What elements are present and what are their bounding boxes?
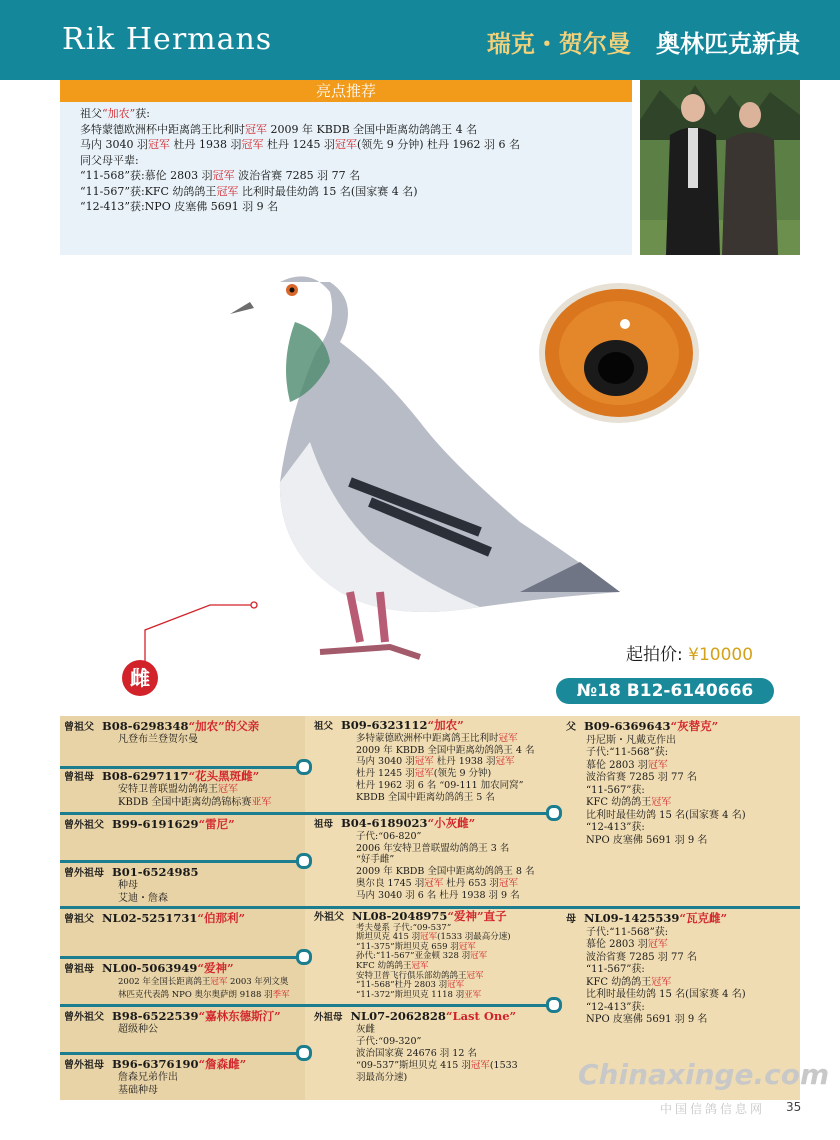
gm1-entry: 祖母 B04-6189023“小灰雌” 子代:“06-820” 2006 年安特卫普联盟幼鸽鸽王 3 名 “好手雌” 2009 年 KBDB 全国中距离幼鸽鸽王 8 名 奥尔良 1745 羽冠军 杜丹 653 羽冠军 马内 3040 羽 6 名 杜丹 1938 羽 9 名 — [314, 816, 535, 901]
price-label: 起拍价: — [626, 645, 683, 665]
breeder-cn-title — [487, 24, 800, 59]
highlights-title: 亮点推荐 — [60, 80, 632, 102]
breeder-photo — [640, 80, 800, 255]
sire-entry: 父 B09-6369643“灰替克” 丹尼斯・凡戴克作出 子代:“11-568”获: 慕伦 2803 羽冠军 波治省赛 7285 羽 77 名 “11-567”获: KFC 幼鸽鸽王冠军 比利时最佳幼鸽 15 名(国家赛 4 名) “12-413”获: NPO 皮塞佛 5691 羽 9 名 — [566, 719, 746, 846]
highlights-text: 祖父“加农”获: 多特蒙德欧洲杯中距离鸽王比利时冠军 2009 年 KBDB 全国中距离幼鸽鸽王 4 名 马内 3040 羽冠军 杜丹 1938 羽冠军 杜丹 1245 羽冠军(领先 9 分钟) 杜丹 1962 羽 6 名 同父母平辈: “11-568”获:慕伦 2803 羽冠军 波治省赛 7285 羽 77 名 “11-567”获:KFC 幼鸽鸽王冠军 比利时最佳幼鸽 15 名(国家赛 4 名) “12-413”获:NPO 皮塞佛 5691 羽 9 名 — [80, 107, 521, 213]
gm2-entry: 外祖母 NL07-2062828“Last One” 灰雌 子代:“09-320” 波治国家赛 24676 羽 12 名 “09-537”斯坦贝克 415 羽冠军(1533 羽最高分速) — [314, 1009, 518, 1083]
pigeon-eye-image — [538, 282, 700, 424]
watermark: Chinaxinge.com — [578, 1058, 830, 1091]
dam-entry: 母 NL09-1425539“瓦克雌” 子代:“11-568”获: 慕伦 2803 羽冠军 波治省赛 7285 羽 77 名 “11-567”获: KFC 幼鸽鸽王冠军 比利时最佳幼鸽 15 名(国家赛 4 名) “12-413”获: NPO 皮塞佛 5691 羽 9 名 — [566, 911, 746, 1025]
sex-badge: 雌 — [122, 660, 158, 696]
page-number: 35 — [786, 1100, 802, 1114]
ggm1-entry: 曾祖母 B08-6297117“花头黑斑雌” 安特卫普联盟幼鸽鸽王冠军 KBDB 全国中距离幼鸽锦标赛亚军 — [64, 769, 272, 808]
ggf4-entry: 曾外祖父 B98-6522539“嘉林东德斯汀” 超级种公 — [64, 1009, 281, 1036]
breeder-name: Rik Hermans — [62, 22, 273, 57]
pointer-line — [140, 600, 270, 665]
watermark-subtitle: 中国信鸽信息网 — [660, 1102, 766, 1116]
ring-number: №18 B12-6140666 — [556, 678, 774, 704]
breeder-cn-slogan: 奥林匹克新贵 — [656, 30, 800, 58]
ggf3-entry: 曾祖父 NL02-5251731“伯那利” — [64, 911, 246, 925]
pedigree-line — [60, 956, 305, 959]
pedigree-line — [60, 860, 305, 863]
ggm3-entry: 曾祖母 NL00-5063949“爱神” 2002 年全国长距离鸽王冠军 2003 年列文奥 林匹克代表鸽 NPO 奥尔奥萨朗 9188 羽季军 — [64, 961, 290, 1000]
ggf2-entry: 曾外祖父 B99-6191629“雷尼” — [64, 817, 235, 831]
breeder-cn-name: 瑞克・贺尔曼 — [486, 30, 631, 58]
pedigree-line — [60, 1004, 550, 1007]
gf2-entry: 外祖父 NL08-2048975“爱神”直子 考夫曼系 子代:“09-537” 斯坦贝克 415 羽冠军(1533 羽最高分速) “11-375”斯坦贝克 659 羽冠军 孙代:“11-567”亚金顿 328 羽冠军 KFC 幼鸽鸽王冠军 安特卫普飞行俱乐部幼鸽鸽王冠军 “11-568”杜丹 2803 羽冠军 “11-372”斯坦贝克 1118 羽亚军 — [314, 909, 511, 1000]
gf1-entry: 祖父 B09-6323112“加农” 多特蒙德欧洲杯中距离鸽王比利时冠军 2009 年 KBDB 全国中距离幼鸽鸽王 4 名 马内 3040 羽冠军 杜丹 1938 羽冠军 杜丹 1245 羽冠军(领先 9 分钟) 杜丹 1962 羽 6 名 “09-111 加农同窝” KBDB 全国中距离幼鸽鸽王 5 名 — [314, 718, 535, 803]
ggm4-entry: 曾外祖母 B96-6376190“詹森雌” 詹森兄弟作出 基础种母 — [64, 1057, 247, 1096]
price-value: ¥10000 — [688, 645, 754, 665]
page-header — [0, 0, 840, 80]
starting-price — [626, 640, 753, 665]
ggf1-entry: 曾祖父 B08-6298348“加农”的父亲 凡登布兰登贺尔曼 — [64, 719, 260, 746]
pedigree-line — [60, 812, 550, 815]
ggm2-entry: 曾外祖母 B01-6524985 种母 艾迪・詹森 — [64, 865, 199, 904]
pedigree-line — [60, 1052, 305, 1055]
